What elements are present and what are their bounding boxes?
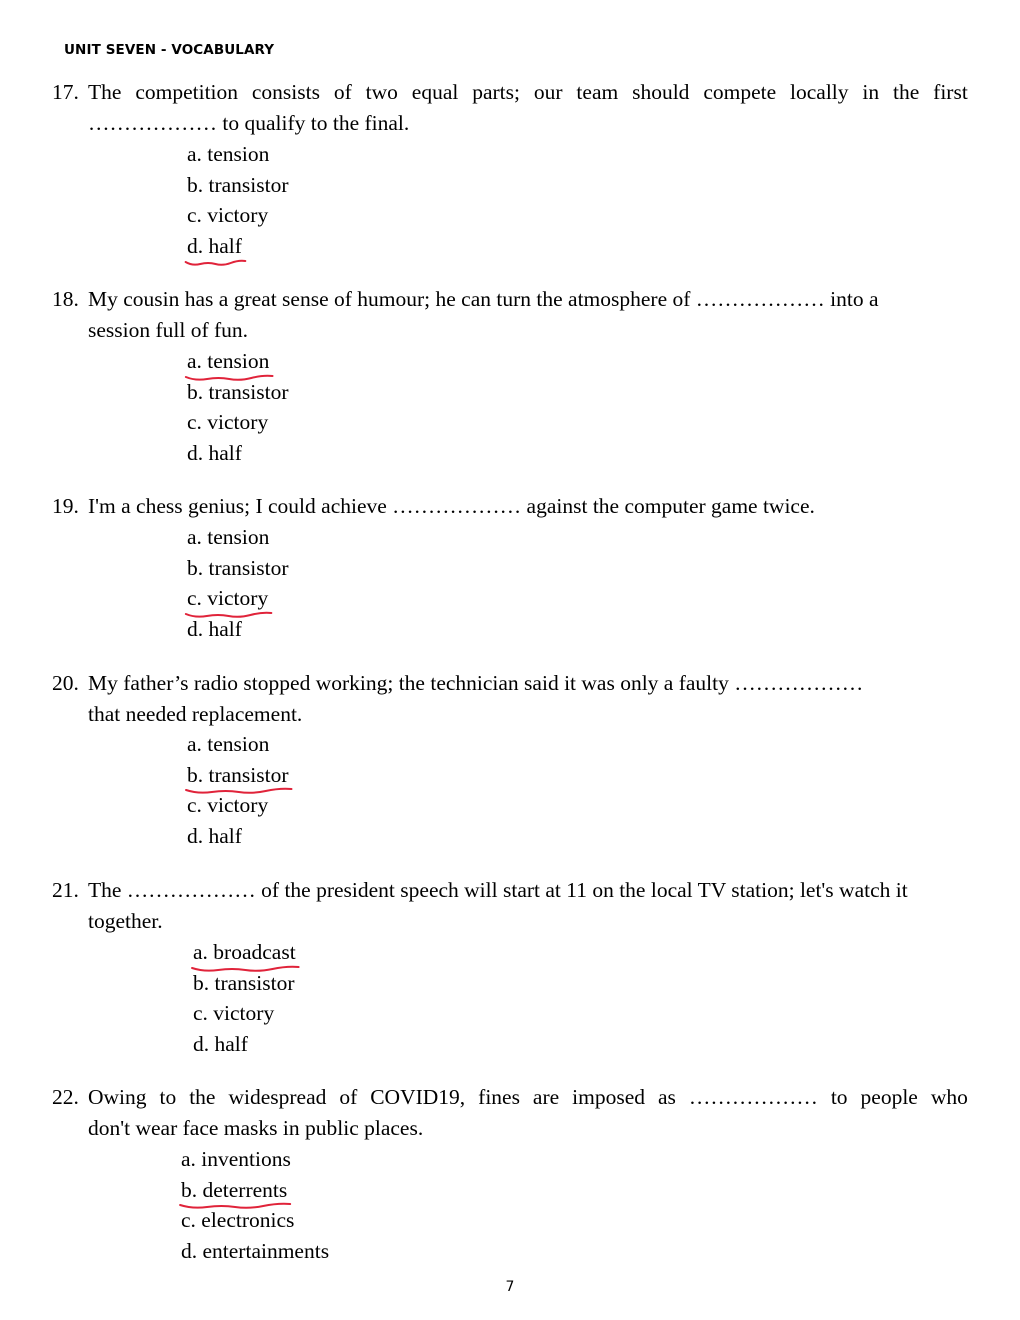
question-17 (52, 77, 968, 139)
answer-underline-mark (185, 258, 246, 268)
word: compete (703, 80, 777, 104)
question-text-line-1 (88, 1082, 968, 1113)
word: consists (251, 80, 320, 104)
word: in (862, 80, 880, 104)
option-d[interactable]: d. half (187, 824, 242, 849)
word: competition (135, 80, 239, 104)
word: COVID19, (370, 1085, 466, 1109)
word: are (532, 1085, 560, 1109)
option-b[interactable]: b. transistor (187, 379, 289, 404)
word: as (657, 1085, 676, 1109)
option-b[interactable]: b. deterrents (181, 1175, 329, 1206)
options-18 (187, 346, 289, 469)
question-text-line-2: don't wear face masks in public places. (88, 1116, 424, 1140)
word: imposed (572, 1085, 645, 1109)
option-c[interactable]: c. victory (187, 410, 269, 435)
word: team (576, 80, 619, 104)
option-a[interactable]: a. tension (187, 142, 270, 166)
question-text-line-2: together. (88, 909, 163, 933)
option-c[interactable]: c. victory (187, 793, 269, 818)
question-18 (52, 284, 968, 346)
word: ……………… (688, 1085, 818, 1109)
question-text-line-2: session full of fun. (88, 318, 249, 342)
question-text-line-1: My father’s radio stopped working; the technician said it was only a faulty ……………… (88, 671, 864, 695)
option-a[interactable]: a. tension (187, 525, 270, 549)
word: to (159, 1085, 177, 1109)
word: first (933, 80, 968, 104)
option-a[interactable]: a. inventions (181, 1147, 291, 1171)
word: locally (790, 80, 849, 104)
question-text-line-2: ……………… to qualify to the final. (88, 111, 410, 135)
question-21 (52, 875, 982, 937)
option-c[interactable]: c. victory (193, 1001, 275, 1026)
question-number: 17. (52, 80, 79, 104)
word: widespread (228, 1085, 327, 1109)
option-b[interactable]: b. transistor (193, 970, 295, 995)
option-a[interactable]: a. tension (187, 732, 270, 756)
word: Owing (88, 1085, 147, 1109)
word: the (893, 80, 920, 104)
question-19 (52, 491, 968, 522)
word: The (88, 80, 122, 104)
option-a[interactable]: a. tension (187, 346, 289, 377)
option-c[interactable]: c. victory (187, 583, 289, 614)
word: the (189, 1085, 216, 1109)
question-text-line-1: I'm a chess genius; I could achieve ……………… against the computer game twice. (88, 494, 815, 518)
word: our (533, 80, 563, 104)
option-a[interactable]: a. broadcast (193, 937, 296, 968)
option-d[interactable]: d. half (187, 441, 242, 466)
word: fines (478, 1085, 520, 1109)
options-19 (187, 522, 289, 645)
options-20 (187, 729, 289, 852)
options-22 (181, 1144, 329, 1267)
question-number: 21. (52, 878, 79, 902)
question-number: 20. (52, 671, 79, 695)
option-c[interactable]: c. victory (187, 203, 269, 228)
word: should (632, 80, 690, 104)
page-number: 7 (505, 1279, 515, 1295)
options-21 (193, 937, 296, 1060)
question-text-line-1: The ……………… of the president speech will start at 11 on the local TV station; let's watch it (88, 878, 908, 902)
option-b[interactable]: b. transistor (187, 172, 289, 197)
word: to (830, 1085, 848, 1109)
option-d[interactable]: d. half (187, 617, 242, 642)
word: people (860, 1085, 918, 1109)
option-d[interactable]: d. entertainments (181, 1239, 330, 1264)
option-b[interactable]: b. transistor (187, 555, 289, 580)
word: equal (411, 80, 459, 104)
question-text-line-1 (88, 77, 968, 108)
option-b[interactable]: b. transistor (187, 760, 289, 791)
option-c[interactable]: c. electronics (181, 1208, 295, 1233)
word: of (339, 1085, 358, 1109)
question-text-line-1: My cousin has a great sense of humour; he can turn the atmosphere of ……………… into a (88, 287, 879, 311)
page-header: UNIT SEVEN - VOCABULARY (64, 42, 275, 58)
question-number: 22. (52, 1085, 79, 1109)
question-text-line-2: that needed replacement. (88, 702, 303, 726)
word: two (365, 80, 398, 104)
word: of (333, 80, 352, 104)
option-d[interactable]: d. half (193, 1032, 248, 1057)
word: who (930, 1085, 968, 1109)
question-number: 19. (52, 494, 79, 518)
question-20 (52, 668, 968, 730)
question-number: 18. (52, 287, 79, 311)
word: parts; (472, 80, 520, 104)
question-22 (52, 1082, 968, 1144)
option-d[interactable]: d. half (187, 231, 289, 262)
options-17 (187, 139, 289, 262)
